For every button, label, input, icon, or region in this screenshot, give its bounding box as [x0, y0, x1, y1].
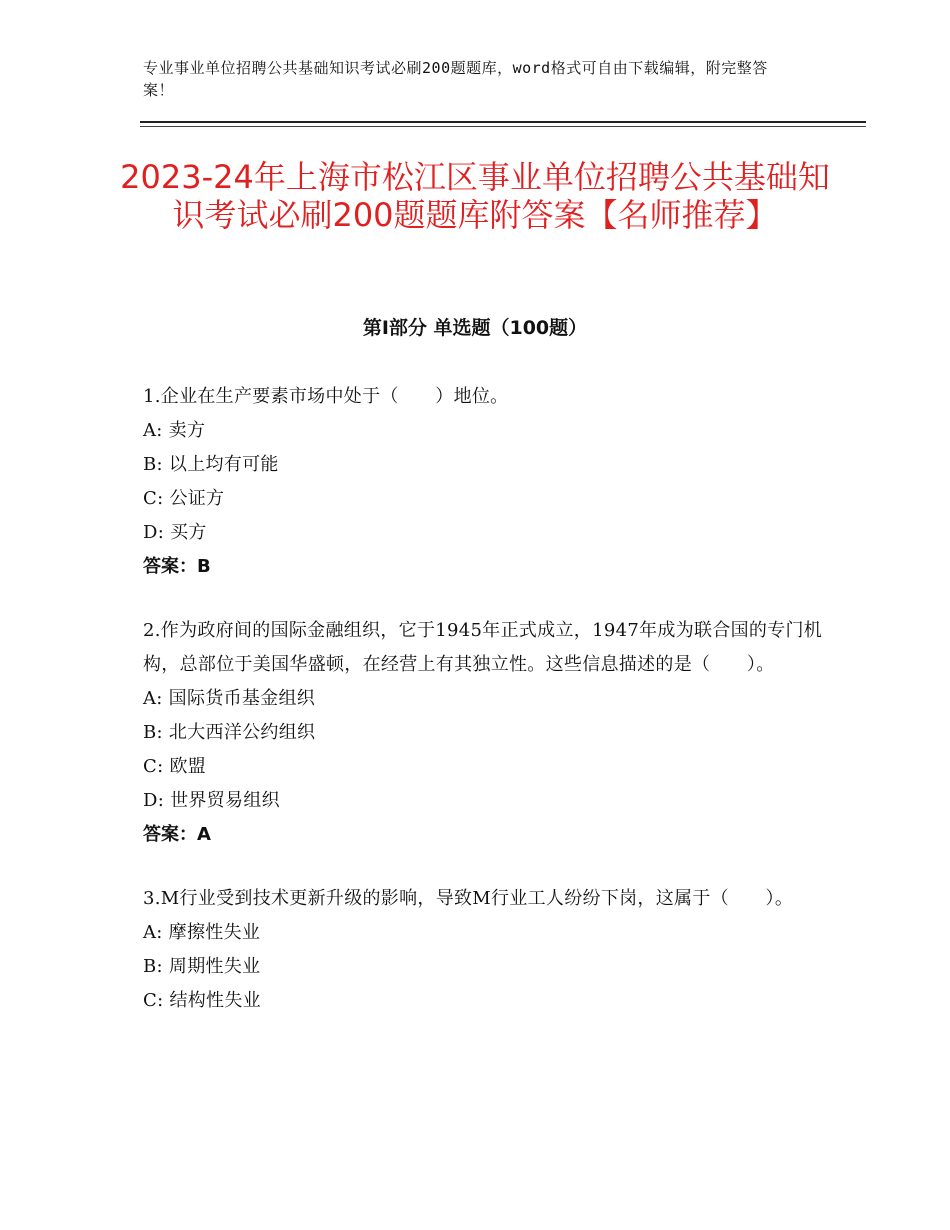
option-b: B: 周期性失业: [143, 956, 261, 977]
question-list: [143, 380, 823, 1048]
document-title: 2023-24年上海市松江区事业单位招聘公共基础知识考试必刷200题题库附答案【名师推荐】: [120, 158, 830, 234]
option-b: B: 以上均有可能: [143, 454, 279, 475]
option-c: C: 结构性失业: [143, 990, 261, 1011]
header-divider-thick: [140, 121, 866, 123]
question-stem: 1.企业在生产要素市场中处于（ ）地位。: [143, 386, 509, 407]
question-stem: 2.作为政府间的国际金融组织，它于1945年正式成立，1947年成为联合国的专门机构，总部位于美国华盛顿，在经营上有其独立性。这些信息描述的是（ ）。: [143, 620, 823, 675]
answer-key: 答案：A: [143, 824, 211, 845]
question-1: [143, 380, 823, 584]
option-d: D: 买方: [143, 522, 207, 543]
section-heading: 第Ⅰ部分 单选题（100题）: [362, 317, 588, 339]
question-2: [143, 614, 823, 852]
option-c: C: 欧盟: [143, 756, 207, 777]
option-a: A: 卖方: [143, 420, 206, 441]
option-a: A: 国际货币基金组织: [143, 688, 316, 709]
question-3: [143, 882, 823, 1018]
question-stem: 3.M行业受到技术更新升级的影响，导致M行业工人纷纷下岗，这属于（ ）。: [143, 888, 794, 909]
option-c: C: 公证方: [143, 488, 225, 509]
header-note: 专业事业单位招聘公共基础知识考试必刷200题题库，word格式可自由下载编辑，附完整答案！: [143, 59, 768, 99]
option-a: A: 摩擦性失业: [143, 922, 261, 943]
option-b: B: 北大西洋公约组织: [143, 722, 316, 743]
option-d: D: 世界贸易组织: [143, 790, 280, 811]
answer-key: 答案：B: [143, 556, 211, 577]
header-divider-thin: [140, 126, 866, 127]
